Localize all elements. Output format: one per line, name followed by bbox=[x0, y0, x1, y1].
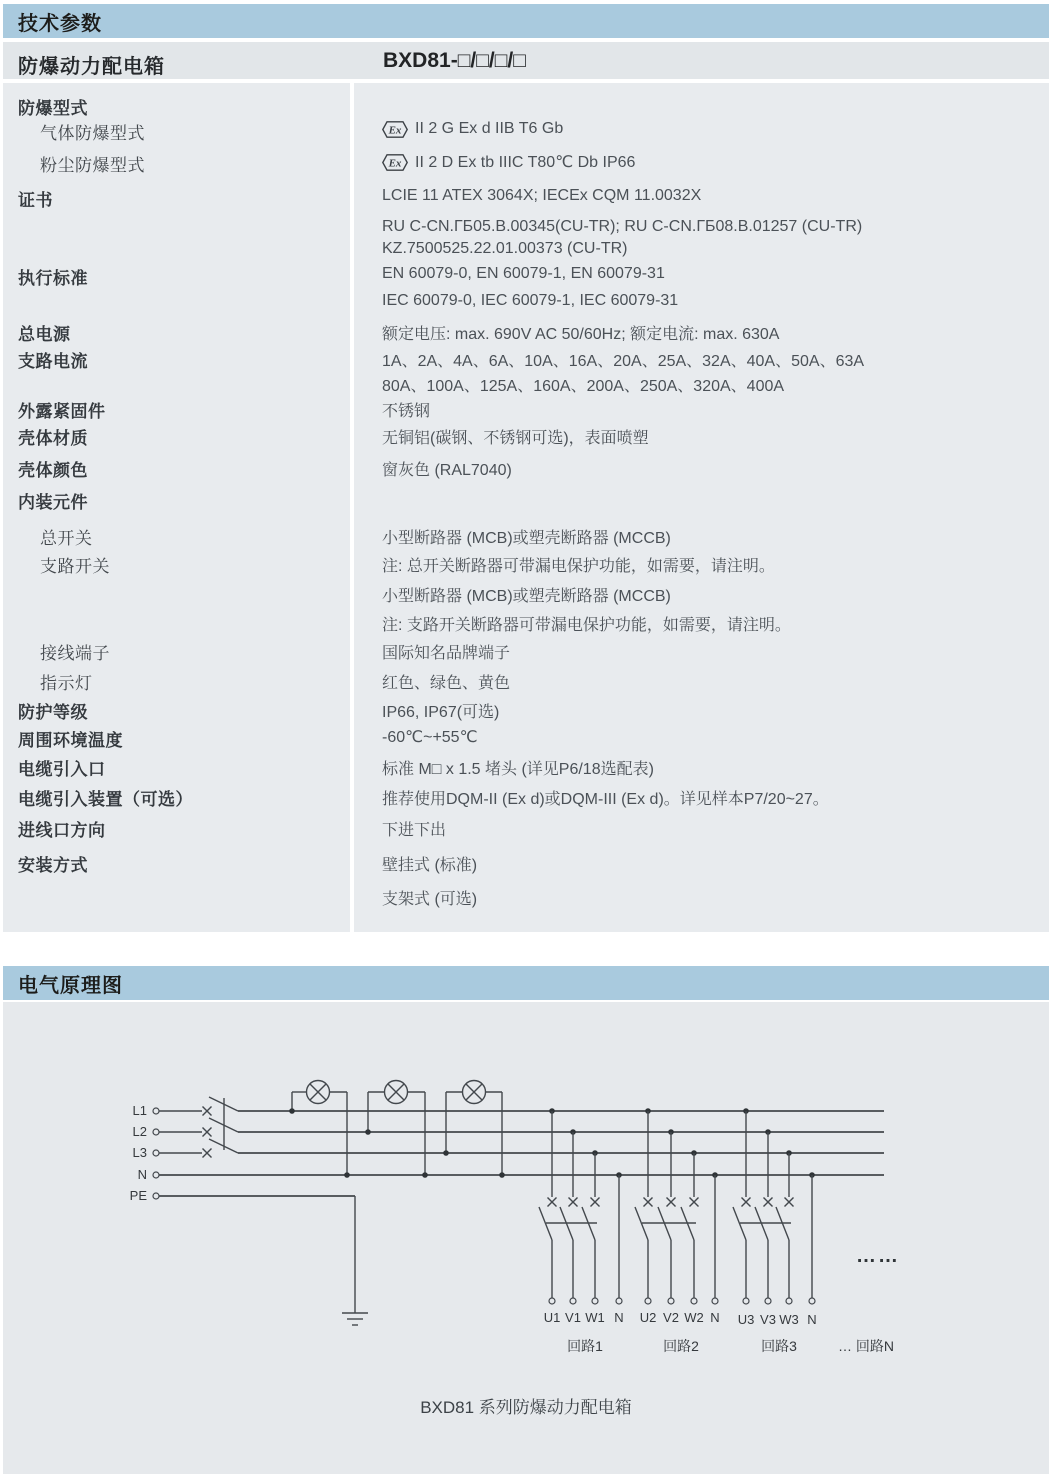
spec-row bbox=[3, 816, 1049, 838]
spec-row bbox=[3, 119, 1049, 141]
spec-label: 接线端子 bbox=[40, 644, 110, 663]
line-label: L2 bbox=[132, 1124, 147, 1139]
circuit-label: … 回路N bbox=[838, 1338, 894, 1354]
ex-hexagon-icon bbox=[382, 154, 408, 171]
spec-row bbox=[3, 639, 1049, 661]
spec-label: 进线口方向 bbox=[18, 821, 106, 840]
section-title: 电气原理图 bbox=[18, 974, 123, 997]
spec-row bbox=[3, 397, 1049, 419]
spec-row bbox=[3, 94, 1049, 116]
terminal-label: N bbox=[807, 1312, 817, 1327]
spec-value: -60℃~+55℃ bbox=[382, 729, 478, 746]
spec-row bbox=[3, 726, 1049, 748]
spec-value bbox=[382, 120, 563, 138]
section-header-schematic bbox=[3, 966, 1049, 1000]
spec-value: 推荐使用DQM-II (Ex d)或DQM-III (Ex d)。详见样本P7/20~27。 bbox=[382, 791, 829, 808]
spec-value: 注: 支路开关断路器可带漏电保护功能，如需要，请注明。 bbox=[382, 617, 791, 634]
continuation-dots: …… bbox=[856, 1245, 900, 1267]
terminal-label: U3 bbox=[737, 1312, 755, 1327]
spec-row bbox=[3, 239, 1049, 261]
incoming-terminals bbox=[153, 1107, 212, 1200]
spec-row bbox=[3, 372, 1049, 394]
spec-value: LCIE 11 ATEX 3064X; IECEx CQM 11.0032X bbox=[382, 187, 702, 204]
circuit-label: 回路1 bbox=[567, 1338, 603, 1354]
spec-label: 执行标准 bbox=[18, 269, 88, 288]
spec-row bbox=[3, 669, 1049, 691]
svg-text:Ex: Ex bbox=[388, 157, 402, 169]
terminal-label: W1 bbox=[585, 1310, 605, 1325]
branch-circuit-1 bbox=[539, 1108, 622, 1304]
terminal-label: N bbox=[710, 1310, 720, 1325]
spec-row bbox=[3, 186, 1049, 208]
line-label: N bbox=[137, 1167, 147, 1182]
spec-row bbox=[3, 524, 1049, 546]
spec-table bbox=[3, 83, 1049, 932]
spec-row bbox=[3, 320, 1049, 342]
spec-value: 窗灰色 (RAL7040) bbox=[382, 462, 512, 479]
line-label: L3 bbox=[132, 1145, 147, 1160]
spec-row bbox=[3, 456, 1049, 478]
spec-row bbox=[3, 151, 1049, 173]
spec-row bbox=[3, 552, 1049, 574]
line-label: L1 bbox=[132, 1103, 147, 1118]
spec-label: 证书 bbox=[18, 191, 53, 210]
spec-value: 80A、100A、125A、160A、200A、250A、320A、400A bbox=[382, 378, 785, 395]
spec-row bbox=[3, 291, 1049, 313]
spec-row bbox=[3, 611, 1049, 633]
main-switch-icon bbox=[209, 1097, 238, 1153]
spec-value: 支架式 (可选) bbox=[382, 891, 478, 908]
spec-label: 总电源 bbox=[18, 325, 71, 344]
circuit-labels bbox=[567, 1338, 894, 1354]
spec-value: 下进下出 bbox=[382, 822, 447, 839]
spec-row bbox=[3, 582, 1049, 604]
terminal-label: V1 bbox=[565, 1310, 581, 1325]
spec-value: 无铜铝(碳钢、不锈钢可选)，表面喷塑 bbox=[382, 430, 649, 447]
terminal-label: W2 bbox=[684, 1310, 704, 1325]
ex-hexagon-icon bbox=[382, 121, 408, 138]
spec-value-text: II 2 D Ex tb IIIC T80℃ Db IP66 bbox=[415, 154, 636, 171]
spec-value bbox=[382, 152, 635, 172]
spec-row bbox=[3, 264, 1049, 286]
terminal-label: W3 bbox=[779, 1312, 799, 1327]
spec-value-text: II 2 G Ex d IIB T6 Gb bbox=[415, 120, 564, 137]
product-model-code: BXD81-□/□/□/□ bbox=[383, 49, 526, 72]
circuit-label: 回路2 bbox=[663, 1338, 699, 1354]
spec-label: 支路开关 bbox=[40, 557, 110, 576]
svg-text:Ex: Ex bbox=[388, 124, 402, 136]
spec-value: 标准 M□ x 1.5 堵头 (详见P6/18选配表) bbox=[382, 761, 654, 778]
spec-value: KZ.7500525.22.01.00373 (CU-TR) bbox=[382, 240, 628, 257]
spec-label: 总开关 bbox=[40, 529, 93, 548]
spec-label: 支路电流 bbox=[18, 352, 88, 371]
product-model-row bbox=[3, 42, 1049, 79]
spec-label: 安装方式 bbox=[18, 856, 88, 875]
terminal-label: V2 bbox=[663, 1310, 679, 1325]
line-labels bbox=[130, 1103, 148, 1203]
section-title: 技术参数 bbox=[18, 12, 102, 35]
spec-value: 小型断路器 (MCB)或塑壳断路器 (MCCB) bbox=[382, 588, 671, 605]
spec-value: IP66, IP67(可选) bbox=[382, 704, 500, 721]
spec-row bbox=[3, 851, 1049, 873]
spec-label: 指示灯 bbox=[40, 674, 93, 693]
spec-label: 壳体材质 bbox=[18, 429, 88, 448]
spec-row bbox=[3, 217, 1049, 239]
terminal-labels bbox=[544, 1310, 817, 1327]
spec-value: 额定电压: max. 690V AC 50/60Hz; 额定电流: max. 630A bbox=[382, 326, 780, 343]
circuit-label: 回路3 bbox=[761, 1338, 797, 1354]
spec-row bbox=[3, 488, 1049, 510]
spec-label: 壳体颜色 bbox=[18, 461, 88, 480]
branch-circuit-3 bbox=[733, 1108, 815, 1304]
spec-label: 周围环境温度 bbox=[18, 731, 123, 750]
section-header-tech-params bbox=[3, 4, 1049, 38]
terminal-label: N bbox=[614, 1310, 624, 1325]
spec-value: 国际知名品牌端子 bbox=[382, 645, 511, 662]
indicator-lamp-icons bbox=[289, 1081, 505, 1178]
spec-label: 电缆引入口 bbox=[18, 760, 106, 779]
spec-label: 气体防爆型式 bbox=[40, 124, 145, 143]
terminal-label: U1 bbox=[543, 1310, 561, 1325]
spec-label: 外露紧固件 bbox=[18, 402, 106, 421]
terminal-label: U2 bbox=[639, 1310, 657, 1325]
branch-circuit-2 bbox=[635, 1108, 718, 1304]
spec-row bbox=[3, 885, 1049, 907]
spec-row bbox=[3, 785, 1049, 807]
spec-label: 电缆引入装置（可选） bbox=[18, 790, 193, 809]
spec-value: 小型断路器 (MCB)或塑壳断路器 (MCCB) bbox=[382, 530, 671, 547]
bus-lines bbox=[159, 1111, 884, 1196]
spec-value: 壁挂式 (标准) bbox=[382, 857, 478, 874]
spec-row bbox=[3, 755, 1049, 777]
spec-row bbox=[3, 347, 1049, 369]
spec-label: 粉尘防爆型式 bbox=[40, 156, 145, 175]
ground-icon bbox=[342, 1196, 368, 1325]
schematic-panel bbox=[3, 1002, 1049, 1474]
schematic-diagram bbox=[3, 1002, 1049, 1474]
spec-value: 不锈钢 bbox=[382, 403, 431, 420]
spec-value: RU C-CN.ГБ05.В.00345(CU-TR); RU C-CN.ГБ08.В.01257 (CU-TR) bbox=[382, 218, 863, 235]
schematic-caption: BXD81 系列防爆动力配电箱 bbox=[420, 1398, 632, 1417]
spec-value: EN 60079-0, EN 60079-1, EN 60079-31 bbox=[382, 265, 665, 282]
spec-value: IEC 60079-0, IEC 60079-1, IEC 60079-31 bbox=[382, 292, 679, 309]
spec-value: 注: 总开关断路器可带漏电保护功能，如需要，请注明。 bbox=[382, 558, 775, 575]
spec-row bbox=[3, 424, 1049, 446]
spec-value: 1A、2A、4A、6A、10A、16A、20A、25A、32A、40A、50A、63A bbox=[382, 353, 865, 370]
spec-value: 红色、绿色、黄色 bbox=[382, 675, 511, 692]
spec-label: 内装元件 bbox=[18, 493, 88, 512]
spec-label: 防爆型式 bbox=[18, 99, 88, 118]
terminal-label: V3 bbox=[760, 1312, 776, 1327]
line-label: PE bbox=[129, 1188, 147, 1203]
spec-row bbox=[3, 698, 1049, 720]
product-name: 防爆动力配电箱 bbox=[18, 56, 165, 78]
spec-label: 防护等级 bbox=[18, 703, 88, 722]
